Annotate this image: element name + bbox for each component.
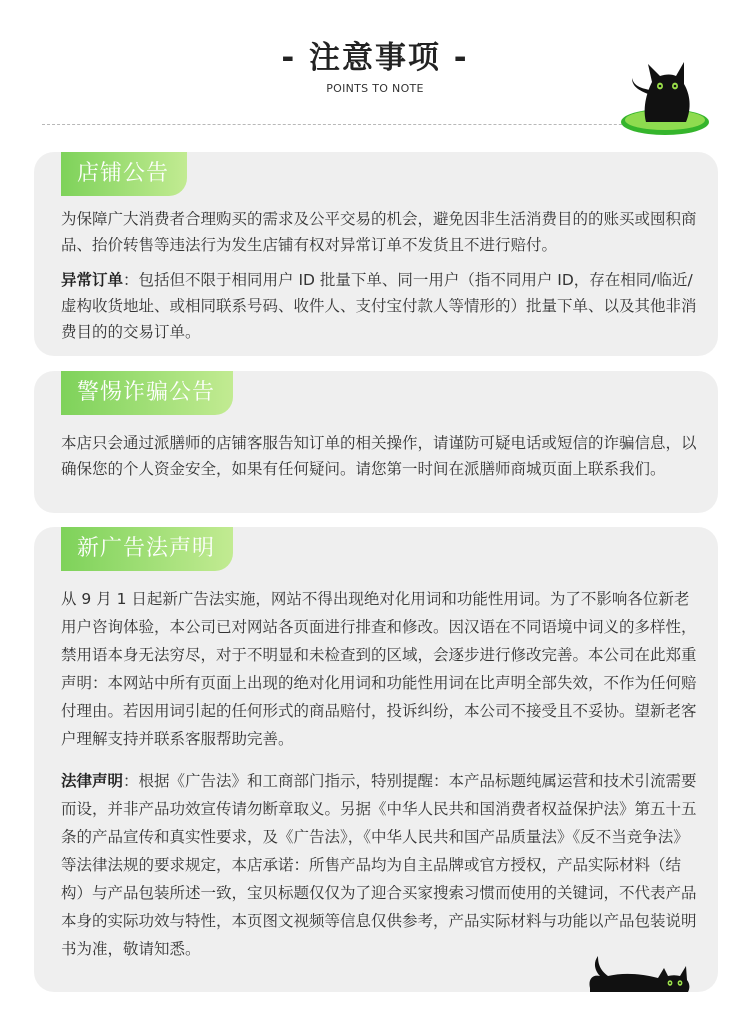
section-tag: 店铺公告 bbox=[61, 152, 187, 196]
paragraph: 从 9 月 1 日起新广告法实施，网站不得出现绝对化用词和功能性用词。为了不影响各位新老用户咨询体验，本公司已对网站各页面进行排查和修改。因汉语在不同语境中词义的多样性，禁用语本身无法穷尽，对于不明显和未检查到的区域，会逐步进行修改完善。本公司在此郑重声明：本网站中所有页面上出现的绝对化用词和功能性用词在比声明全部失效，不作为任何赔付理由。若因用词引起的任何形式的商品赔付，投诉纠纷，本公司不接受且不妥协。望新老客户理解支持并联系客服帮助完善。 bbox=[61, 590, 697, 748]
store-notice-card bbox=[34, 152, 718, 356]
page-header bbox=[0, 0, 750, 130]
paragraph: 异常订单：包括但不限于相同用户 ID 批量下单、同一用户（指不同用户 ID，存在相同/临近/虚构收货地址、或相同联系号码、收件人、支付宝付款人等情形的）批量下单、以及其他非消费目的的交易订单。 bbox=[61, 271, 697, 341]
fraud-warning-card bbox=[34, 371, 718, 513]
section-tag: 警惕诈骗公告 bbox=[61, 371, 233, 415]
paragraph: 为保障广大消费者合理购买的需求及公平交易的机会，避免因非生活消费目的的账买或囤积商品、抬价转售等违法行为发生店铺有权对异常订单不发货且不进行赔付。 bbox=[61, 210, 697, 254]
section-body bbox=[61, 430, 698, 482]
section-body bbox=[61, 585, 698, 963]
paragraph: 本店只会通过派膳师的店铺客服告知订单的相关操作，请谨防可疑电话或短信的诈骗信息，以确保您的个人资金安全，如果有任何疑问。请您第一时间在派膳师商城页面上联系我们。 bbox=[61, 434, 697, 478]
section-body bbox=[61, 206, 698, 345]
page-subtitle: POINTS TO NOTE bbox=[326, 82, 424, 95]
black-cat-on-green-pad-icon bbox=[618, 56, 713, 138]
paragraph: 法律声明：根据《广告法》和工商部门指示，特别提醒：本产品标题纯属运营和技术引流需要而设，并非产品功效宣传请勿断章取义。另据《中华人民共和国消费者权益保护法》第五十五条的产品宣传和真实性要求，及《广告法》，《中华人民共和国产品质量法》《反不当竞争法》等法律法规的要求规定，本店承诺：所售产品均为自主品牌或官方授权，产品实际材料（结构）与产品包装所述一致，宝贝标题仅仅为了迎合买家搜索习惯而使用的关键词，不代表产品本身的实际功效与特性，本页图文视频等信息仅供参考，产品实际材料与功能以产品包装说明书为准，敬请知悉。 bbox=[61, 772, 697, 958]
lying-black-cat-icon bbox=[584, 950, 694, 994]
section-tag: 新广告法声明 bbox=[61, 527, 233, 571]
paragraph-lead: 异常订单 bbox=[61, 271, 124, 289]
ad-law-statement-card bbox=[34, 527, 718, 992]
paragraph-lead: 法律声明 bbox=[61, 772, 124, 790]
page-title: - 注意事项 - bbox=[281, 40, 469, 76]
divider bbox=[42, 124, 672, 125]
